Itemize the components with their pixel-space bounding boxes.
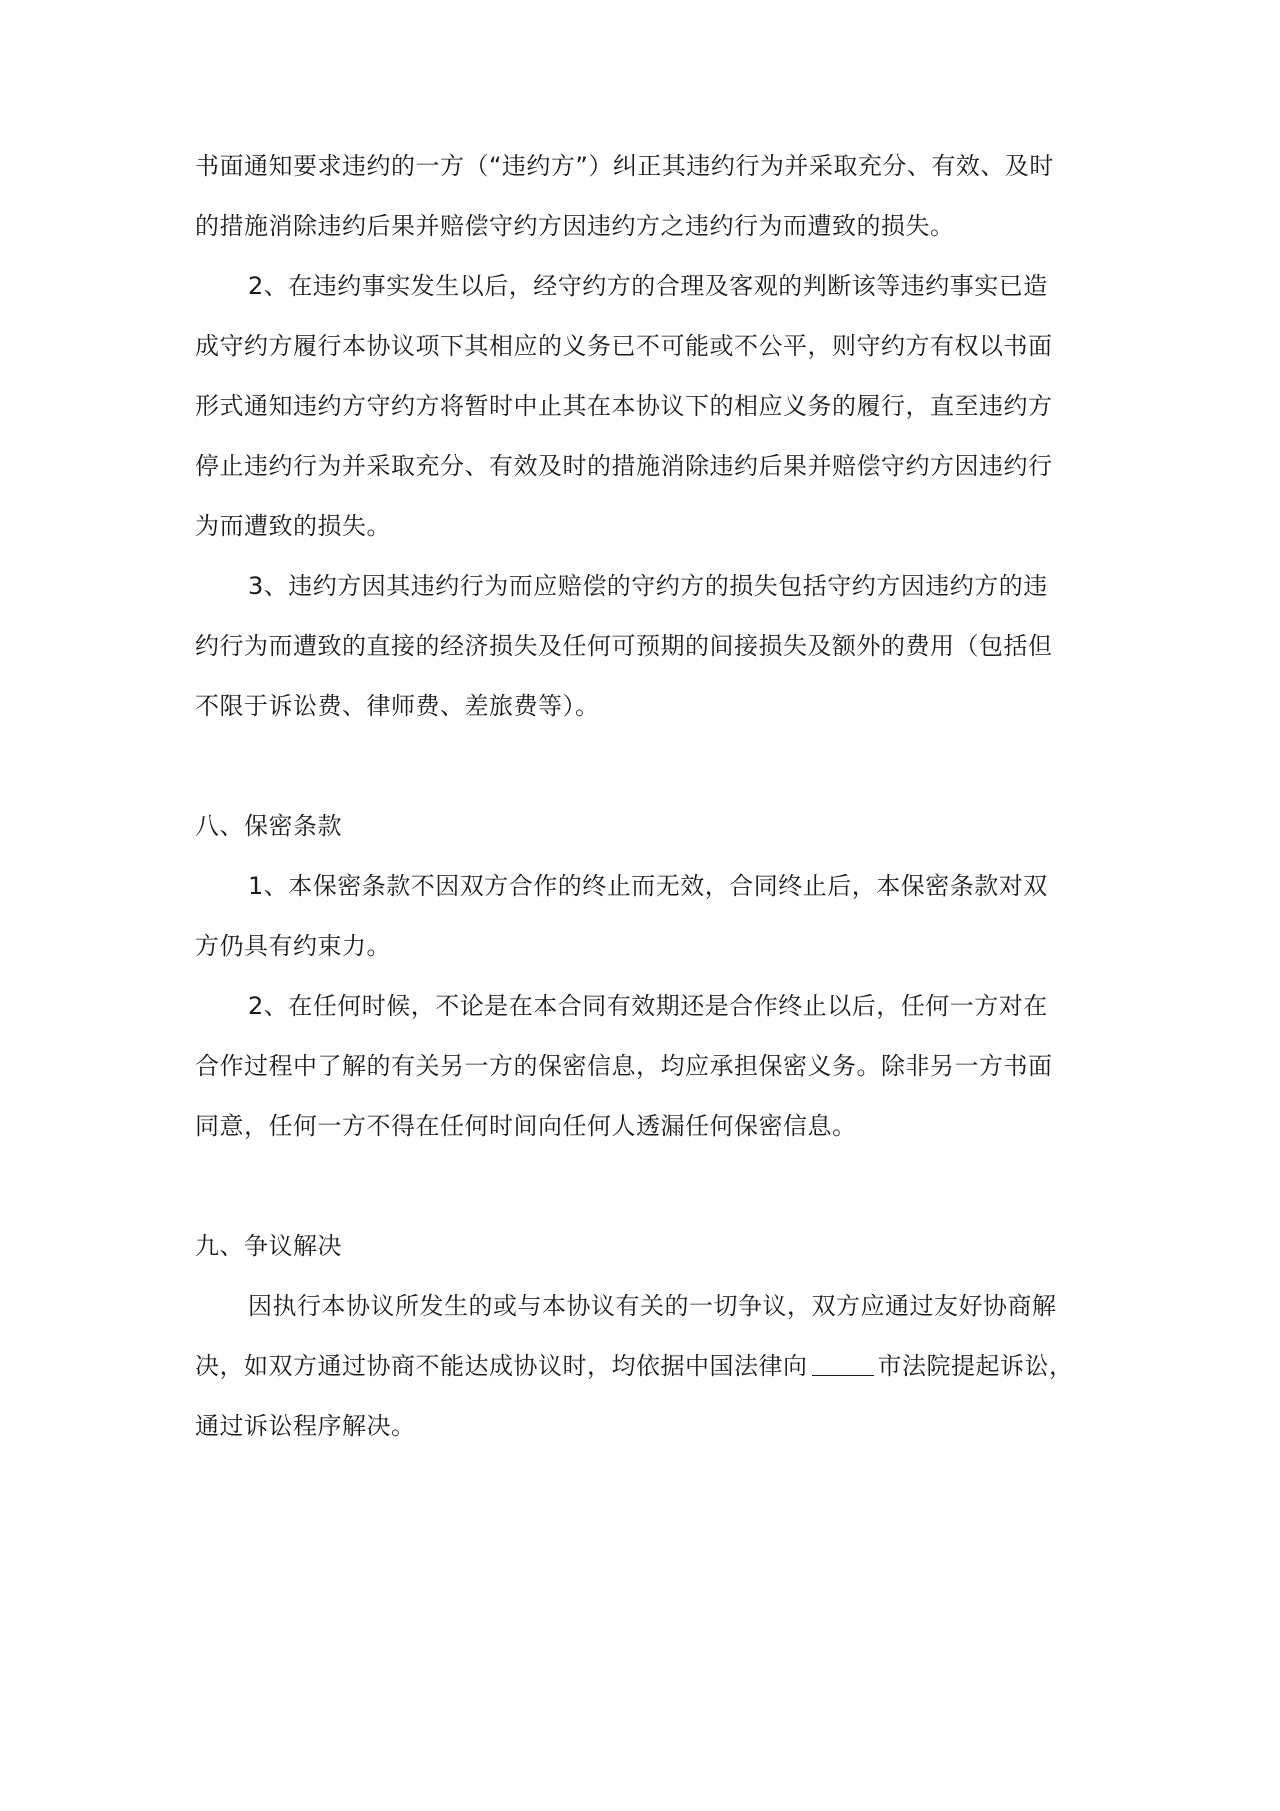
paragraph-line: 合作过程中了解的有关另一方的保密信息，均应承担保密义务。除非另一方书面 — [195, 1052, 1053, 1080]
paragraph-line: 同意，任何一方不得在任何时间向任何人透漏任何保密信息。 — [195, 1112, 857, 1140]
paragraph-line: 通过诉讼程序解决。 — [195, 1412, 416, 1440]
paragraph-line: 约行为而遭致的直接的经济损失及任何可预期的间接损失及额外的费用（包括但 — [195, 632, 1053, 660]
paragraph-line: 2、在违约事实发生以后，经守约方的合理及客观的判断该等违约事实已造 — [248, 272, 1048, 300]
section-heading-confidentiality: 八、保密条款 — [195, 812, 342, 840]
paragraph-line: 的措施消除违约后果并赔偿守约方因违约方之违约行为而遭致的损失。 — [195, 212, 955, 240]
paragraph-line: 1、本保密条款不因双方合作的终止而无效，合同终止后，本保密条款对双 — [248, 872, 1048, 900]
paragraph-line: 3、违约方因其违约行为而应赔偿的守约方的损失包括守约方因违约方的违 — [248, 572, 1048, 600]
paragraph-line: 因执行本协议所发生的或与本协议有关的一切争议，双方应通过友好协商解 — [248, 1292, 1057, 1320]
paragraph-line: 为而遭致的损失。 — [195, 512, 391, 540]
paragraph-line: 不限于诉讼费、律师费、差旅费等）。 — [195, 692, 600, 720]
paragraph-line: 成守约方履行本协议项下其相应的义务已不可能或不公平，则守约方有权以书面 — [195, 332, 1053, 360]
line-text-part-1: 决，如双方通过协商不能达成协议时，均依据中国法律向 — [195, 1352, 808, 1380]
paragraph-line: 2、在任何时候，不论是在本合同有效期还是合作终止以后，任何一方对在 — [248, 992, 1048, 1020]
paragraph-line: 停止违约行为并采取充分、有效及时的措施消除违约后果并赔偿守约方因违约行 — [195, 452, 1053, 480]
paragraph-line-with-blank — [195, 1350, 1095, 1382]
fill-in-blank[interactable] — [812, 1351, 874, 1376]
line-text-part-2: 市法院提起诉讼， — [877, 1352, 1074, 1380]
paragraph-line: 书面通知要求违约的一方（“违约方”）纠正其违约行为并采取充分、有效、及时 — [195, 152, 1054, 180]
paragraph-line: 形式通知违约方守约方将暂时中止其在本协议下的相应义务的履行，直至违约方 — [195, 392, 1053, 420]
section-heading-dispute: 九、争议解决 — [195, 1232, 342, 1260]
paragraph-line: 方仍具有约束力。 — [195, 932, 391, 960]
